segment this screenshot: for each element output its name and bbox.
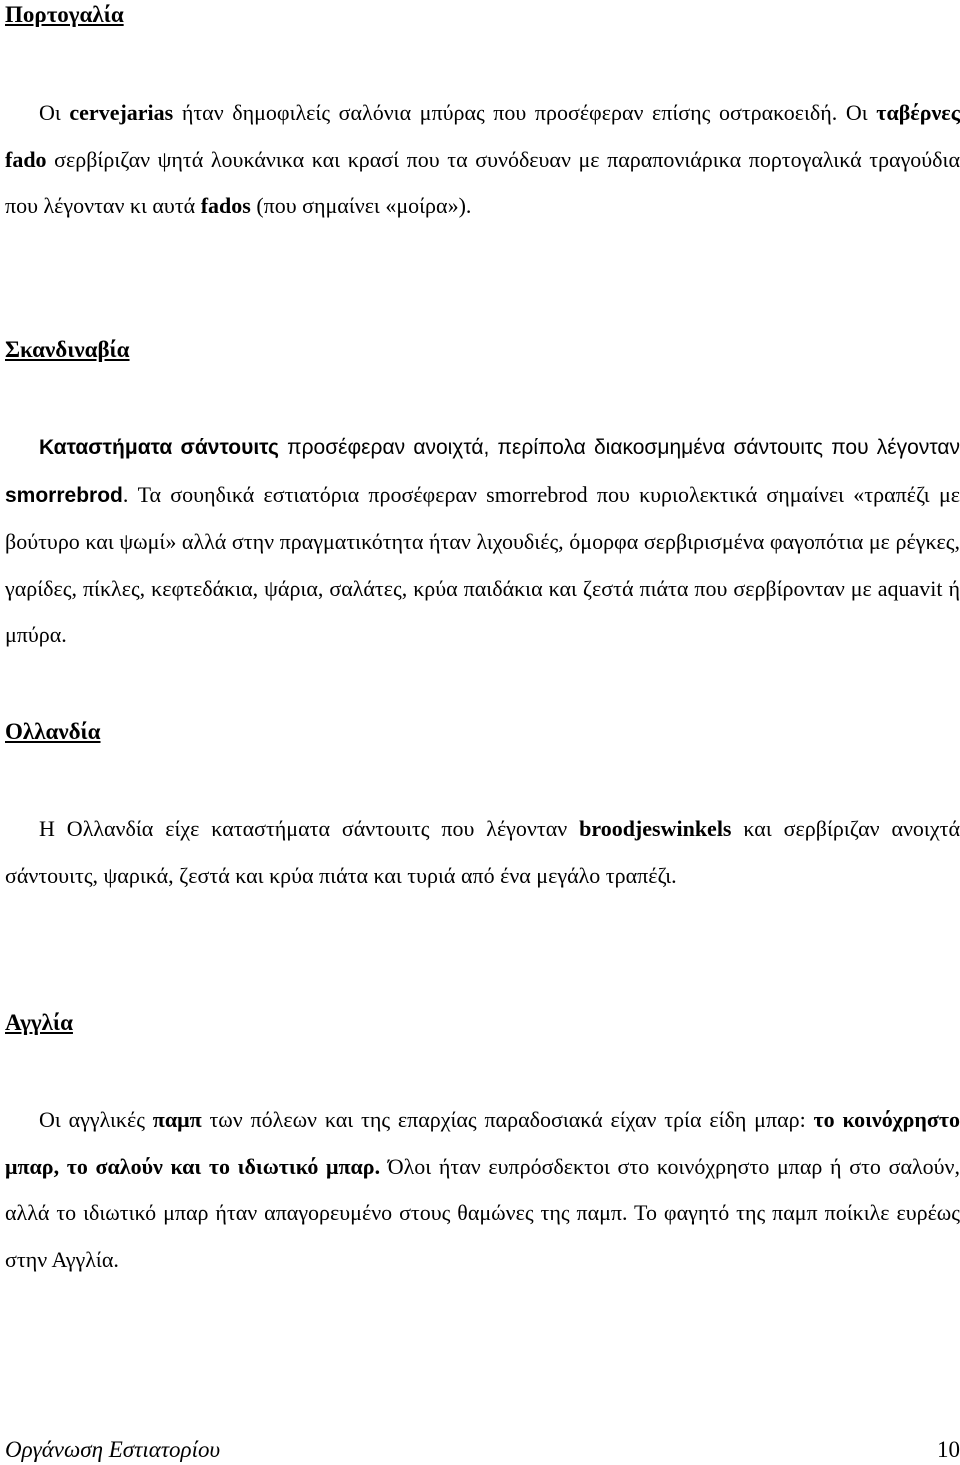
term-taverns-fado: ταβέρνες fado <box>5 100 960 172</box>
text: και σερβίριζαν ανοιχτά σάντουιτς, ψαρικά, ζεστά και κρύα πιάτα και τυριά από ένα μεγάλο τραπέζι. <box>5 816 960 888</box>
text: . Τα σουηδικά εστιατόρια προσέφεραν smorrebrod που κυριολεκτικά σημαίνει «τραπέζι με βούτυρο και ψωμί» αλλά στην πραγματικότητα ήταν λιχουδιές, όμορφα σερβιρισμένα φαγοπότια με ρέγκες, γαρίδες, πίκλες, κεφτεδάκια, ψάρια, σαλάτες, κρύα παιδάκια και ζεστά πιάτα που σερβίρονταν με aquavit ή μπύρα. <box>5 481 960 648</box>
term-fados: fados <box>200 193 251 219</box>
term-smorrebrod: smorrebrod <box>5 483 123 507</box>
paragraph-scandinavia <box>5 424 960 659</box>
heading-england: Αγγλία <box>5 1010 73 1035</box>
paragraph-england <box>5 1097 960 1283</box>
text: προσέφεραν ανοιχτά, περίπολα διακοσμημένα σάντουιτς που λέγονταν <box>278 436 960 459</box>
term-sandwich-shops: Καταστήματα σάντουιτς <box>39 436 279 459</box>
paragraph-portugal <box>5 90 960 230</box>
text: (που σημαίνει «μοίρα»). <box>250 193 472 219</box>
term-broodjeswinkels: broodjeswinkels <box>579 816 732 841</box>
footer-title: Οργάνωση Εστιατορίου <box>5 1437 221 1462</box>
text: Οι αγγλικές <box>39 1107 153 1132</box>
heading-netherlands: Ολλανδία <box>5 719 101 744</box>
page-number: 10 <box>937 1437 960 1462</box>
heading-scandinavia: Σκανδιναβία <box>5 337 130 362</box>
text: των πόλεων και της επαρχίας παραδοσιακά είχαν τρία είδη μπαρ: <box>201 1107 814 1132</box>
text: Οι <box>39 100 70 125</box>
term-three-bars: το κοινόχρηστο μπαρ, το σαλούν και το ιδιωτικό μπαρ. <box>5 1107 960 1179</box>
heading-portugal: Πορτογαλία <box>5 2 124 27</box>
text: σερβίριζαν ψητά λουκάνικα και κρασί που τα συνόδευαν με παραπονιάρικα πορτογαλικά τραγούδια που λέγονταν κι αυτά <box>5 146 960 219</box>
term-cervejarias: cervejarias <box>69 100 174 125</box>
text: Η Ολλανδία είχε καταστήματα σάντουιτς που λέγονταν <box>39 816 580 841</box>
text: ήταν δημοφιλείς σαλόνια μπύρας που προσέφεραν επίσης οστρακοειδή. Οι <box>173 100 877 125</box>
term-pub: παμπ <box>152 1107 202 1132</box>
text: Όλοι ήταν ευπρόσδεκτοι στο κοινόχρηστο μπαρ ή στο σαλούν, αλλά το ιδιωτικό μπαρ ήταν απαγορευμένο στους θαμώνες της παμπ. Το φαγητό της παμπ ποίκιλε ευρέως στην Αγγλία. <box>5 1153 960 1272</box>
paragraph-netherlands <box>5 806 960 899</box>
